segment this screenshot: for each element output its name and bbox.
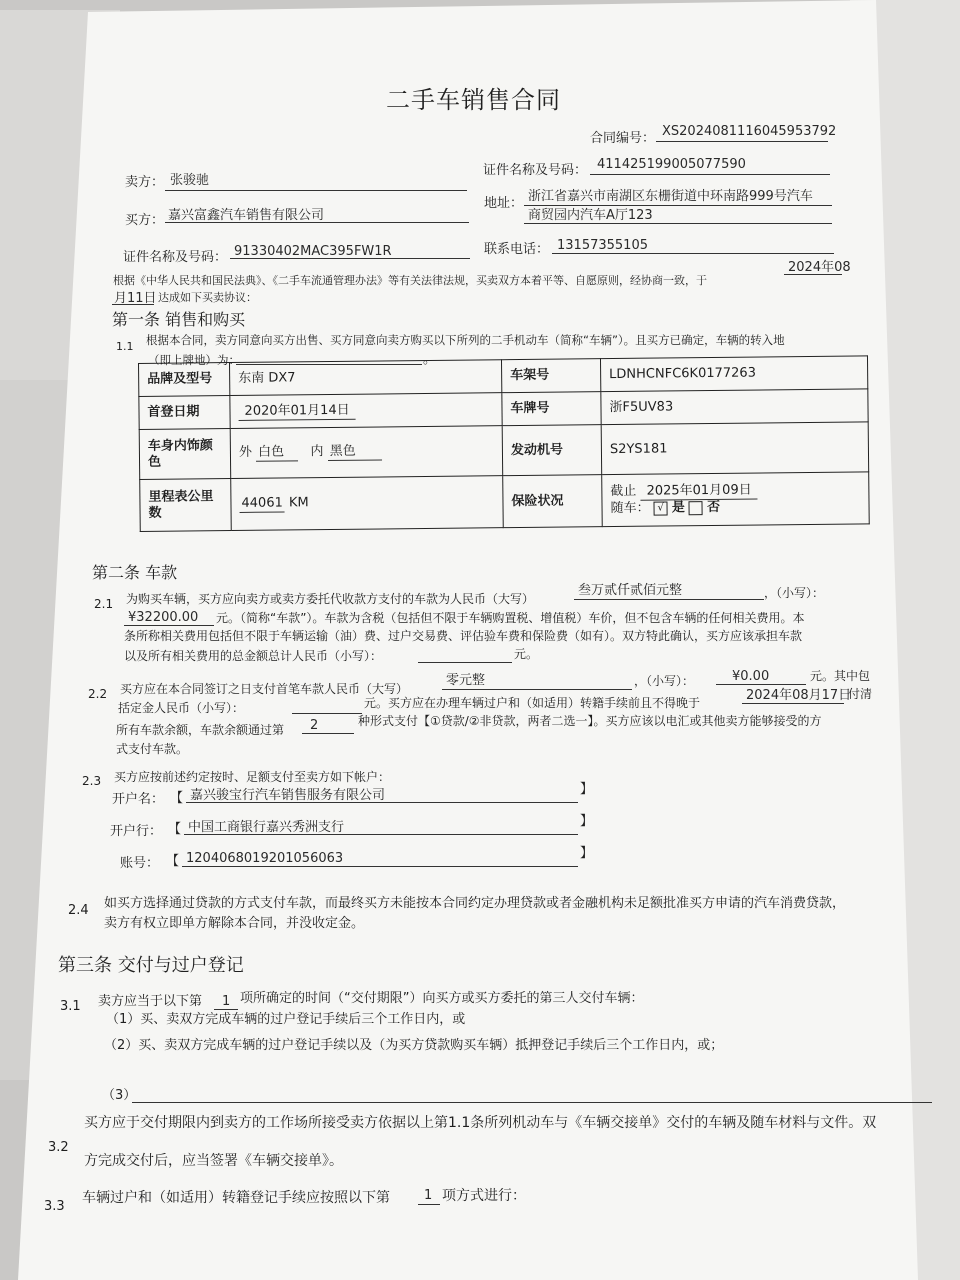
delivery-option-choice: 1 bbox=[222, 994, 231, 1009]
preamble-date-underline-1 bbox=[784, 274, 842, 275]
clause-3-3-part-a: 车辆过户和（如适用）转籍登记手续应按照以下第 bbox=[82, 1190, 390, 1206]
clause-3-2-line2: 方完成交付后，应当签署《车辆交接单》。 bbox=[84, 1153, 343, 1169]
buyer-name: 嘉兴富鑫汽车销售有限公司 bbox=[168, 208, 325, 223]
bank-bracket-right: 】 bbox=[580, 814, 594, 829]
first-payment-lower: ¥0.00 bbox=[732, 669, 770, 684]
preamble-line2: 达成如下买卖协议： bbox=[158, 291, 257, 304]
clause-2-1-part-f: 元。 bbox=[514, 647, 539, 661]
interior-color-label: 内 bbox=[310, 444, 324, 460]
clause-2-1-part-e: 以及所有相关费用的总金额总计人民币（小写）： bbox=[124, 649, 383, 663]
clause-3-1-part-b: 项所确定的时间（“交付期限”）向买方或买方委托的第三人交付车辆： bbox=[240, 991, 644, 1006]
buyer-id-label: 证件名称及号码： bbox=[123, 250, 228, 265]
account-no-value: 1204068019201056063 bbox=[186, 851, 344, 866]
total-amount-blank bbox=[418, 662, 512, 663]
clause-2-2-part-d: 括定金人民币（小写）： bbox=[118, 701, 245, 715]
engine-label: 发动机号 bbox=[502, 425, 602, 476]
mileage-label: 里程表公里数 bbox=[140, 479, 232, 532]
clause-1-1-number: 1.1 bbox=[116, 340, 134, 353]
clause-3-1-part-a: 卖方应当于以下第 bbox=[98, 994, 203, 1009]
insurance-no-label: 否 bbox=[707, 499, 721, 516]
seller-id-underline bbox=[590, 174, 830, 175]
transfer-option-choice: 1 bbox=[424, 1188, 433, 1203]
contract-no-value: XS2024081116045953792 bbox=[662, 124, 837, 139]
buyer-phone-value: 13157355105 bbox=[557, 238, 648, 253]
insurance-cell bbox=[602, 472, 870, 527]
account-no-bracket-left: 【 bbox=[166, 854, 180, 869]
seller-id-label: 证件名称及号码： bbox=[483, 163, 588, 178]
clause-3-1-option-2: （2）买、卖双方完成车辆的过户登记手续以及（为买方贷款购买车辆）抵押登记手续后三个工作日内，或； bbox=[104, 1038, 724, 1053]
reg-date-value: 2020年01月14日 bbox=[238, 402, 355, 420]
seller-id-value: 411425199005077590 bbox=[597, 157, 746, 172]
clause-3-2-line1: 买方应于交付期限内到卖方的工作场所接受卖方依据以上第1.1条所列机动车与《车辆交接单》交付的车辆及随车材料与文件。双 bbox=[84, 1115, 877, 1131]
insurance-until-value: 2025年01月09日 bbox=[640, 483, 757, 501]
preamble-date1: 2024年08 bbox=[788, 260, 851, 275]
transfer-option-underline bbox=[418, 1204, 440, 1205]
final-payment-date-underline bbox=[742, 703, 844, 704]
exterior-color-value: 白色 bbox=[256, 444, 298, 461]
clause-2-2-part-a: 买方应在本合同签订之日支付首笔车款人民币（大写） bbox=[120, 682, 409, 696]
clause-2-2-part-e: 元。买方应在办理车辆过户和（如适用）转籍手续前且不得晚于 bbox=[364, 696, 701, 710]
document-title: 二手车销售合同 bbox=[386, 86, 561, 114]
seller-name-underline bbox=[165, 190, 467, 191]
clause-2-2-number: 2.2 bbox=[88, 687, 108, 701]
vin-value: LDNHCNFC6K0177263 bbox=[600, 356, 867, 392]
buyer-id-underline bbox=[230, 258, 470, 259]
mileage-unit: KM bbox=[288, 495, 309, 511]
clause-2-4-line1: 如买方选择通过贷款的方式支付车款，而最终买方未能按本合同约定办理贷款或者金融机构未足额批准买方申请的汽车消费贷款， bbox=[104, 896, 846, 911]
clause-2-1-part-a: 为购买车辆，买方应向卖方或卖方委托代收款方支付的车款为人民币（大写） bbox=[126, 592, 535, 606]
first-payment-upper: 零元整 bbox=[446, 673, 486, 688]
vehicle-info-table bbox=[138, 355, 870, 532]
reg-date-cell bbox=[230, 393, 502, 429]
payment-method-underline bbox=[302, 733, 354, 734]
delivery-option-underline bbox=[214, 1009, 238, 1010]
vin-label: 车架号 bbox=[501, 359, 600, 393]
clause-3-3-number: 3.3 bbox=[44, 1199, 65, 1214]
seller-label: 卖方： bbox=[125, 175, 165, 190]
buyer-address-line1: 浙江省嘉兴市南湖区东栅街道中环南路999号汽车 bbox=[528, 189, 813, 204]
price-upper-underline bbox=[574, 599, 764, 600]
bank-value: 中国工商银行嘉兴秀洲支行 bbox=[188, 820, 345, 835]
buyer-label: 买方： bbox=[125, 213, 165, 228]
buyer-address-underline-1 bbox=[524, 205, 832, 206]
color-cell bbox=[230, 426, 503, 479]
clause-2-1-part-d: 条所称相关费用包括但不限于车辆运输（油）费、过户交易费、评估验车费和保险费（如有）。双方特此确认，买方应该承担车款 bbox=[124, 629, 803, 643]
price-lower: ¥32200.00 bbox=[128, 610, 199, 625]
clause-2-2-part-i: 式支付车款。 bbox=[116, 742, 189, 756]
buyer-phone-underline bbox=[552, 253, 834, 254]
account-name-bracket-right: 】 bbox=[580, 782, 594, 797]
clause-2-2-part-c: 元。其中包 bbox=[810, 669, 871, 683]
engine-value: S2YS181 bbox=[601, 422, 869, 475]
article1-heading: 第一条 销售和购买 bbox=[112, 310, 246, 329]
article2-heading: 第二条 车款 bbox=[92, 563, 178, 582]
clause-2-2-part-g: 所有车款余额，车款余额通过第 bbox=[116, 723, 285, 737]
price-lower-underline bbox=[124, 625, 214, 626]
clause-2-4-line2: 卖方有权立即单方解除本合同，并没收定金。 bbox=[104, 916, 365, 931]
buyer-id-value: 91330402MAC395FW1R bbox=[234, 244, 392, 259]
bank-label: 开户行： bbox=[110, 824, 163, 839]
clause-2-3-text: 买方应按前述约定按时、足额支付至卖方如下帐户： bbox=[114, 770, 391, 784]
deposit-blank bbox=[292, 713, 362, 714]
clause-2-1-number: 2.1 bbox=[94, 597, 114, 611]
bank-underline bbox=[184, 834, 578, 835]
account-name-value: 嘉兴骏宝行汽车销售服务有限公司 bbox=[190, 788, 386, 803]
account-name-bracket-left: 【 bbox=[170, 791, 184, 806]
clause-1-1-line1: 根据本合同，卖方同意向买方出售、买方同意向卖方购买以下所列的二手机动车（简称“车辆”）。且买方已确定，车辆的转入地 bbox=[146, 333, 785, 347]
brand-value: 东南 DX7 bbox=[230, 360, 502, 396]
clause-2-4-number: 2.4 bbox=[68, 903, 89, 918]
clause-1-1-line2: （即上牌地）为： bbox=[148, 353, 240, 367]
mileage-cell bbox=[231, 476, 504, 531]
plate-value: 浙F5UV83 bbox=[601, 389, 868, 425]
seller-name: 张骏驰 bbox=[170, 173, 210, 188]
contract-no-label: 合同编号： bbox=[590, 131, 656, 146]
payment-method-choice: 2 bbox=[310, 718, 319, 733]
account-no-bracket-right: 】 bbox=[580, 846, 594, 861]
contract-no-underline bbox=[656, 141, 828, 142]
article3-heading: 第三条 交付与过户登记 bbox=[58, 955, 244, 976]
bank-bracket-left: 【 bbox=[168, 822, 182, 837]
preamble-date2: 月11日 bbox=[114, 291, 157, 306]
clause-1-1-end: 。 bbox=[423, 352, 437, 367]
buyer-address-label: 地址： bbox=[484, 196, 524, 211]
insurance-no-checkbox[interactable] bbox=[689, 501, 703, 515]
first-payment-upper-underline bbox=[442, 689, 632, 690]
clause-2-1-part-c: 元。（简称“车款”）。车款为含税（包括但不限于车辆购置税、增值税）车价，但不包含车辆的任何相关费用。本 bbox=[216, 611, 805, 625]
clause-2-2-part-h: 种形式支付【①贷款/②非贷款，两者二选一】。买方应该以电汇或其他卖方能够接受的方 bbox=[358, 714, 822, 728]
clause-3-1-option-1: （1）买、卖双方完成车辆的过户登记手续后三个工作日内，或 bbox=[106, 1012, 466, 1027]
account-name-underline bbox=[186, 802, 578, 803]
buyer-phone-label: 联系电话： bbox=[484, 242, 550, 257]
clause-2-3-number: 2.3 bbox=[82, 774, 102, 788]
account-no-label: 账号： bbox=[120, 856, 160, 871]
buyer-address-line2: 商贸园内汽车A厅123 bbox=[528, 208, 653, 223]
insurance-label: 保险状况 bbox=[503, 475, 603, 528]
first-payment-lower-underline bbox=[716, 684, 806, 685]
insurance-until-label: 截止 bbox=[610, 483, 637, 500]
exterior-color-label: 外 bbox=[238, 444, 253, 460]
clause-3-2-number: 3.2 bbox=[48, 1140, 69, 1155]
plate-label: 车牌号 bbox=[502, 392, 601, 426]
reg-date-label: 首登日期 bbox=[139, 396, 230, 430]
clause-3-1-option-3: （3） bbox=[102, 1088, 137, 1103]
preamble-date-underline-2 bbox=[112, 304, 154, 305]
account-no-underline bbox=[182, 866, 578, 867]
clause-3-1-number: 3.1 bbox=[60, 999, 81, 1014]
clause-2-1-part-b: ，（小写）： bbox=[764, 586, 825, 600]
final-payment-date: 2024年08月17日 bbox=[746, 688, 852, 703]
clause-2-2-part-b: ，（小写）： bbox=[634, 674, 695, 688]
interior-color-value: 黑色 bbox=[328, 443, 382, 461]
color-label: 车身内饰颜色 bbox=[139, 429, 231, 480]
insurance-yes-label: 是 bbox=[671, 500, 685, 516]
clause-3-3-part-b: 项方式进行： bbox=[442, 1188, 526, 1204]
brand-label: 品牌及型号 bbox=[139, 363, 230, 397]
account-name-label: 开户名： bbox=[112, 792, 165, 807]
buyer-address-underline-2 bbox=[524, 223, 832, 224]
insurance-yes-checkbox[interactable]: √ bbox=[654, 501, 668, 515]
preamble-line1: 根据《中华人民共和国民法典》、《二手车流通管理办法》等有关法律法规，买卖双方本着平等、自愿原则，经协商一致，于 bbox=[113, 274, 707, 287]
buyer-name-underline bbox=[165, 222, 469, 223]
clause-3-1-option-3-blank bbox=[132, 1102, 932, 1103]
clause-2-2-part-f: 付清 bbox=[848, 687, 873, 701]
price-upper: 叁万贰仟贰佰元整 bbox=[578, 583, 683, 598]
mileage-value: 44061 bbox=[239, 495, 285, 512]
insurance-with-car-label: 随车： bbox=[610, 500, 650, 517]
